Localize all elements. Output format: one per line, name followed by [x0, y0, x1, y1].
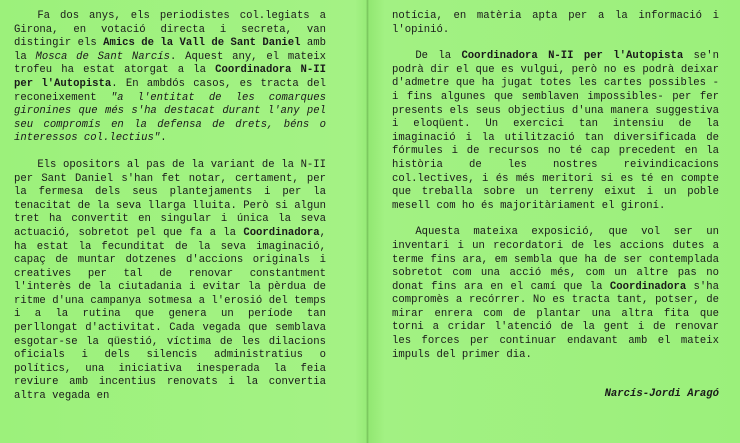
- text-run: . Aquest any, el mateix trofeu ha estat atorgat a la: [14, 50, 326, 77]
- bold-text: Coordinadora N-II per l'Autopista: [461, 50, 684, 63]
- italic-text: Mosca de Sant Narcís: [35, 50, 170, 63]
- text-run: . En ambdós casos, es tracta del reconeixement: [14, 77, 327, 104]
- text-run: , ha estat la fecunditat de la seva imaginació, capaç de muntar dotzenes d'accions originals i creatives per tal de renovar constantment l'interès de la ciutadania i evitar la pèrdua de ritme d'una campanya sotmesa a l'erosió del temps i a la rutina que genera un període tan perllongat d'activitat. Cada vegada que semblava esgotar-se la qüestió, víctima de les dilacions oficials i dels silencis administratius o polítics, una iniciativa inesperada la feia reviure amb incentius renovats i la convertia altra vegada en: [14, 226, 326, 403]
- text-run: Els opositors al pas de la variant de la N-II per Sant Daniel s'han fet notar, certament, per la fermesa dels seus plantejaments i per la tenacitat de la seva llarga lluita. Però si algun tret ha convertit en singular i única la seva actuació, sobretot pel que fa a la: [14, 158, 326, 239]
- bold-text: Coordinadora N-II per l'Autopista: [14, 64, 326, 90]
- bold-text: Coordinadora: [243, 226, 320, 239]
- text-run: amb la: [14, 37, 326, 63]
- center-fold: [366, 0, 369, 443]
- left-paragraph-1: [14, 10, 326, 146]
- text-run: .: [160, 132, 167, 145]
- left-page: [14, 10, 326, 417]
- italic-text: "a l'entitat de les comarques gironines que més s'ha destacat durant l'any pel seu compromís en la defensa de drets, béns o interessos col.lectius": [14, 91, 326, 145]
- right-page: [392, 10, 719, 375]
- text-run: notícia, en matèria apta per a la informació i l'opinió.: [392, 10, 719, 36]
- bold-text: Amics de la Vall de Sant Daniel: [103, 37, 301, 50]
- bold-text: Coordinadora: [609, 280, 687, 293]
- author-signature: Narcís-Jordi Aragó: [604, 388, 719, 400]
- text-run: se'n podrà dir el que es vulgui, però no es podrà deixar d'admetre que ha jugat totes les cartes possibles -i fins algunes que semblaven impossibles- per fer presents els seus objectius d'una manera suggestiva i eloqüent. Un exercici tan intensiu de la imaginació i la utilització tan diversificada de fórmules i de recursos no té cap precedent en la història de les nostres reivindicacions col.lectives, i és més meritori si es té en compte que treballa sobre un terreny eixut i un poble mesell com ho és majoritàriament el gironí.: [392, 50, 719, 212]
- text-run: Fa dos anys, els periodistes col.legiats a Girona, en votació directa i secreta, van distingir els: [14, 10, 326, 50]
- left-paragraph-2: [14, 159, 326, 404]
- text-run: Aquesta mateixa exposició, que vol ser un inventari i un recordatori de les accions dutes a terme fins ara, em sembla que ha de ser contemplada sobretot com una acció més, com un altre pas no donat fins ara en el camí que la: [392, 226, 719, 293]
- text-run: s'ha compromès a recórrer. No es tracta tant, potser, de mirar enrera com de plantar una altra fita que torni a cridar l'atenció de la gent i de renovar les forces per continuar endavant amb el mateix impuls del primer dia.: [392, 280, 719, 361]
- right-paragraph-continuation: [392, 10, 719, 37]
- right-paragraph-2: [392, 226, 719, 362]
- text-run: De la: [415, 50, 462, 63]
- right-paragraph-1: [392, 50, 719, 213]
